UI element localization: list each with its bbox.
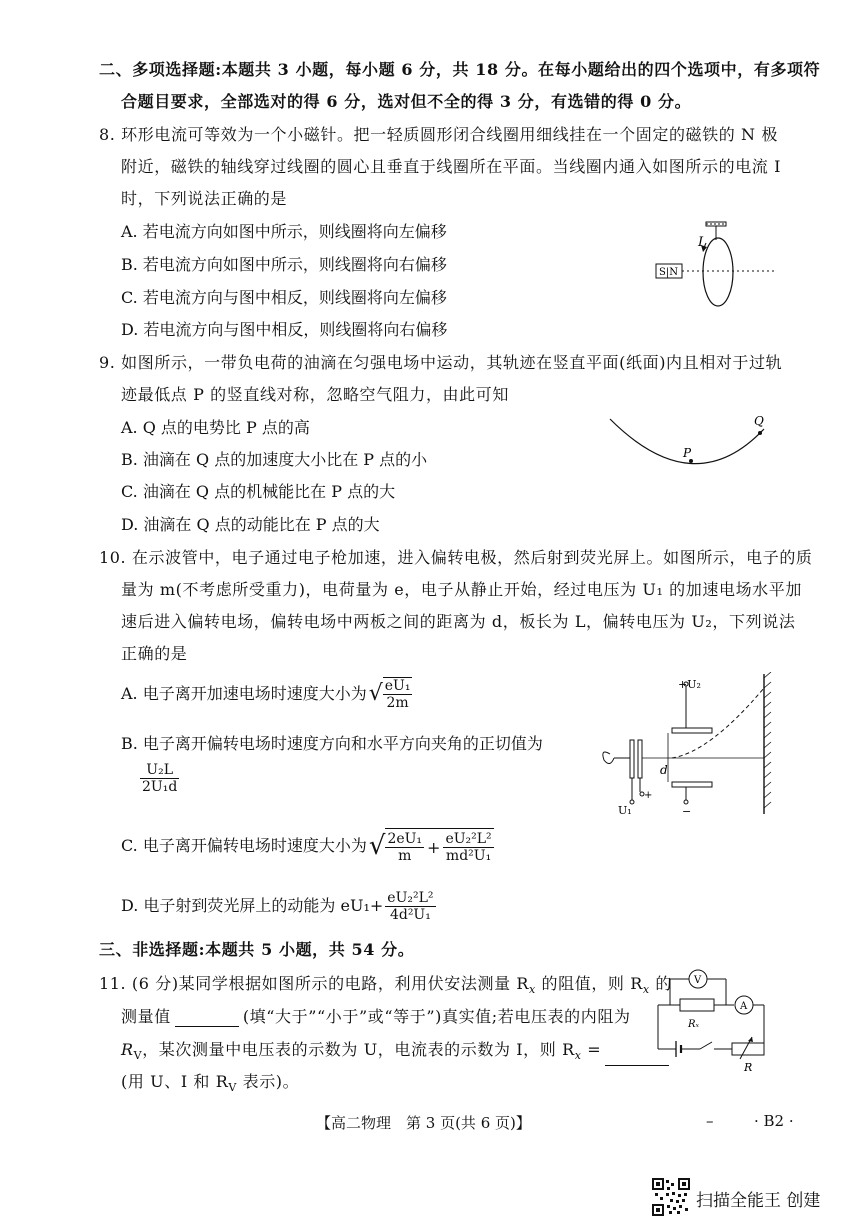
q9-option-d: D. 油滴在 Q 点的动能比在 P 点的大 [121, 515, 380, 534]
q8-magnet-label: S|N [659, 267, 678, 278]
q8-option-d: D. 若电流方向与图中相反，则线圈将向右偏移 [121, 320, 448, 339]
qr-code-icon [652, 1178, 690, 1216]
page-footer: 【高二物理 第 3 页(共 6 页)】 [316, 1114, 531, 1132]
q8-current-label: I [698, 235, 704, 250]
q10-option-d-text: D. 电子射到荧光屏上的动能为 eU₁+ [121, 896, 384, 915]
q10-u2-label: +U₂ [678, 678, 701, 691]
q10-stem-line2: 量为 m(不考虑所受重力)，电荷量为 e，电子从静止开始，经过电压为 U₁ 的加速电场水平加 [121, 580, 802, 599]
q9-option-c: C. 油滴在 Q 点的机械能比在 P 点的大 [121, 482, 396, 501]
q8-option-a: A. 若电流方向如图中所示，则线圈将向左偏移 [121, 222, 447, 241]
q10-option-c-text: C. 电子离开偏转电场时速度大小为 [121, 836, 367, 855]
q9-point-q: Q [754, 414, 764, 428]
q8-option-c: C. 若电流方向与图中相反，则线圈将向左偏移 [121, 288, 447, 307]
q10-u1-plus: + [644, 790, 653, 801]
q11-voltmeter-label: V [694, 975, 702, 986]
q11-ammeter-label: A [740, 1001, 748, 1012]
q8-stem-line1: 8. 环形电流可等效为一个小磁针。把一轻质圆形闭合线圈用细线挂在一个固定的磁铁的 N 极 [99, 125, 778, 144]
q9-stem-line1: 9. 如图所示，一带负电荷的油滴在匀强电场中运动，其轨迹在竖直平面(纸面)内且相对于过轨 [99, 353, 783, 372]
q10-stem-line4: 正确的是 [121, 644, 188, 663]
q11-line4-a: (用 U、I 和 R [121, 1072, 229, 1091]
q10-option-b-numerator: U₂L [140, 762, 179, 779]
q11-circuit-figure [650, 965, 772, 1077]
q10-option-d-denominator: 4d²U₁ [389, 906, 431, 923]
q11-line3-sub2: x [574, 1049, 582, 1063]
q8-coil-magnet-figure [648, 220, 778, 310]
q9-option-a: A. Q 点的电势比 P 点的高 [121, 418, 310, 437]
q10-option-b-fraction [140, 762, 179, 795]
section2-line1: 二、多项选择题:本题共 3 小题，每小题 6 分，共 18 分。在每小题给出的四个选项中，有多项符 [99, 60, 821, 79]
q11-line1-c: 的阻值，则 R [535, 974, 643, 993]
q10-option-b: B. 电子离开偏转电场时速度方向和水平方向夹角的正切值为 [121, 734, 543, 753]
q11-line2 [121, 1007, 631, 1027]
q11-line1-e: 的 [649, 974, 672, 993]
q11-line3-e: = [581, 1040, 602, 1059]
footer-code: · B2 · [754, 1112, 794, 1130]
q10-option-c-f1-numerator: 2eU₁ [387, 831, 423, 847]
q10-stem-line3: 速后进入偏转电场，偏转电场中两板之间的距离为 d，板长为 L，偏转电压为 U₂，下列说法 [121, 612, 796, 631]
q10-option-c-plus: + [427, 837, 441, 857]
q11-rx-label: Rₓ [688, 1019, 700, 1030]
q9-point-p: P [683, 446, 692, 460]
section3-title: 三、非选择题:本题共 5 小题，共 54 分。 [99, 940, 415, 959]
q10-oscilloscope-figure [592, 672, 774, 820]
q10-u1-label: U₁ [618, 804, 632, 817]
q10-option-c-f2-numerator: eU₂²L² [445, 831, 492, 847]
q11-line3-a: R [121, 1040, 134, 1059]
q10-stem-line1: 10. 在示波管中，电子通过电子枪加速，进入偏转电极，然后射到荧光屏上。如图所示，电子的质 [99, 548, 813, 567]
q10-minus-label: − [682, 805, 692, 818]
q9-stem-line2: 迹最低点 P 的竖直线对称，忽略空气阻力，由此可知 [121, 385, 509, 404]
q10-option-d [121, 886, 436, 926]
q8-stem-line3: 时，下列说法正确的是 [121, 189, 288, 208]
q10-option-c [121, 826, 494, 866]
q10-option-a [121, 676, 412, 712]
watermark-text: 扫描全能王 创建 [696, 1191, 821, 1211]
q9-trajectory-figure [606, 413, 776, 473]
q9-option-b: B. 油滴在 Q 点的加速度大小比在 P 点的小 [121, 450, 428, 469]
q11-line4-c: 表示)。 [236, 1072, 300, 1091]
q11-line3 [121, 1040, 669, 1066]
q10-option-a-fraction [383, 677, 413, 711]
q10-option-a-numerator: eU₁ [384, 678, 411, 694]
q10-option-b-denominator: 2U₁d [142, 779, 178, 795]
q11-line1-sub2: x [642, 983, 650, 997]
q11-line4-sub: V [228, 1081, 237, 1095]
q11-line2-a: 测量值 [121, 1007, 171, 1026]
q10-option-c-f1-denominator: m [398, 848, 412, 864]
q10-option-a-denominator: 2m [386, 695, 409, 711]
q11-line3-c: ，某次测量中电压表的示数为 U，电流表的示数为 I，则 R [142, 1040, 575, 1059]
q8-option-b: B. 若电流方向如图中所示，则线圈将向右偏移 [121, 255, 447, 274]
q11-line1-sub1: x [529, 983, 536, 997]
q10-option-a-text: A. 电子离开加速电场时速度大小为 [121, 684, 367, 703]
q8-stem-line2: 附近，磁铁的轴线穿过线圈的圆心且垂直于线圈所在平面。当线圈内通入如图所示的电流 I [121, 157, 782, 176]
footer-dash: – [706, 1112, 714, 1130]
q11-r-label: R [744, 1061, 753, 1074]
q11-line1 [99, 974, 672, 1000]
q11-line3-sub1: V [133, 1049, 143, 1063]
q10-option-d-numerator: eU₂²L² [387, 889, 434, 906]
sqrt-icon: √ [368, 681, 383, 706]
section2-line2: 合题目要求，全部选对的得 6 分，选对但不全的得 3 分，有选错的得 0 分。 [121, 92, 692, 111]
q11-line2-b: (填“大于”“小于”或“等于”)真实值;若电压表的内阻为 [242, 1007, 631, 1026]
q11-line4 [121, 1072, 299, 1098]
q11-line1-a: 11. (6 分)某同学根据如图所示的电路，利用伏安法测量 R [99, 974, 530, 993]
q10-d-label: d [660, 763, 668, 777]
q11-answer-blank-1[interactable] [175, 1008, 239, 1027]
sqrt-icon: √ [368, 831, 386, 861]
q10-option-c-f2-denominator: md²U₁ [445, 848, 492, 864]
